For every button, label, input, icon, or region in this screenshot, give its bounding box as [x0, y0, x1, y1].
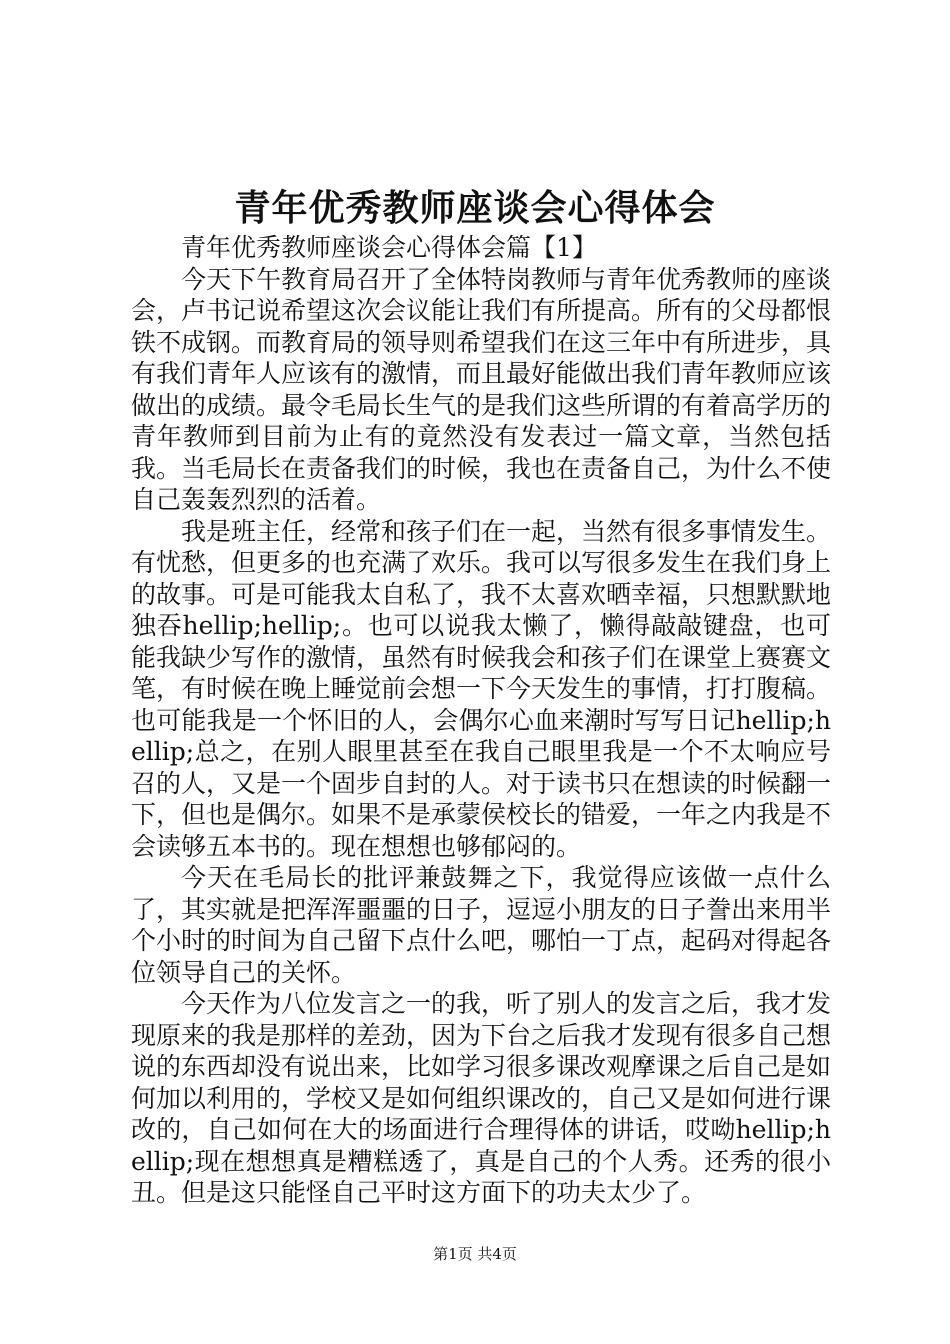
document-title: 青年优秀教师座谈会心得体会 [234, 187, 716, 229]
paragraph: 今天作为八位发言之一的我，听了别人的发言之后，我才发现原来的我是那样的差劲，因为下台之后我才发现有很多自己想说的东西却没有说出来，比如学习很多课改观摩课之后自己是如何加以利用的，学校又是如何组织课改的，自己又是如何进行课改的，自己如何在大的场面进行合理得体的讲话，哎呦hellip;hellip;现在想想真是糟糕透了，真是自己的个人秀。还秀的很小丑。但是这只能怪自己平时这方面下的功夫太少了。 [131, 989, 832, 1207]
paragraph-heading: 青年优秀教师座谈会心得体会篇【1】 [181, 233, 597, 262]
paragraph: 今天在毛局长的批评兼鼓舞之下，我觉得应该做一点什么了，其实就是把浑浑噩噩的日子，逗逗小朋友的日子誊出来用半个小时的时间为自己留下点什么吧，哪怕一丁点，起码对得起各位领导自己的关怀。 [131, 863, 832, 987]
document-body [131, 232, 831, 1209]
paragraph: 今天下午教育局召开了全体特岗教师与青年优秀教师的座谈会，卢书记说希望这次会议能让我们有所提高。所有的父母都恨铁不成钢。而教育局的领导则希望我们在这三年中有所进步，具有我们青年人应该有的激情，而且最好能做出我们青年教师应该做出的成绩。最令毛局长生气的是我们这些所谓的有着高学历的青年教师到目前为止有的竟然没有发表过一篇文章，当然包括我。当毛局长在责备我们的时候，我也在责备自己，为什么不使自己轰轰烈烈的活着。 [131, 264, 832, 514]
paragraph: 我是班主任，经常和孩子们在一起，当然有很多事情发生。有忧愁，但更多的也充满了欢乐。我可以写很多发生在我们身上的故事。可是可能我太自私了，我不太喜欢晒幸福，只想默默地独吞hellip;hellip;。也可以说我太懒了，懒得敲敲键盘，也可能我缺少写作的激情，虽然有时候我会和孩子们在课堂上赛赛文笔，有时候在晚上睡觉前会想一下今天发生的事情，打打腹稿。也可能我是一个怀旧的人，会偶尔心血来潮时写写日记hellip;hellip;总之，在别人眼里甚至在我自己眼里我是一个不太响应号召的人，又是一个固步自封的人。对于读书只在想读的时候翻一下，但也是偶尔。如果不是承蒙侯校长的错爱，一年之内我是不会读够五本书的。现在想想也够郁闷的。 [131, 516, 832, 861]
page-footer: 第1页 共4页 [433, 1245, 517, 1263]
